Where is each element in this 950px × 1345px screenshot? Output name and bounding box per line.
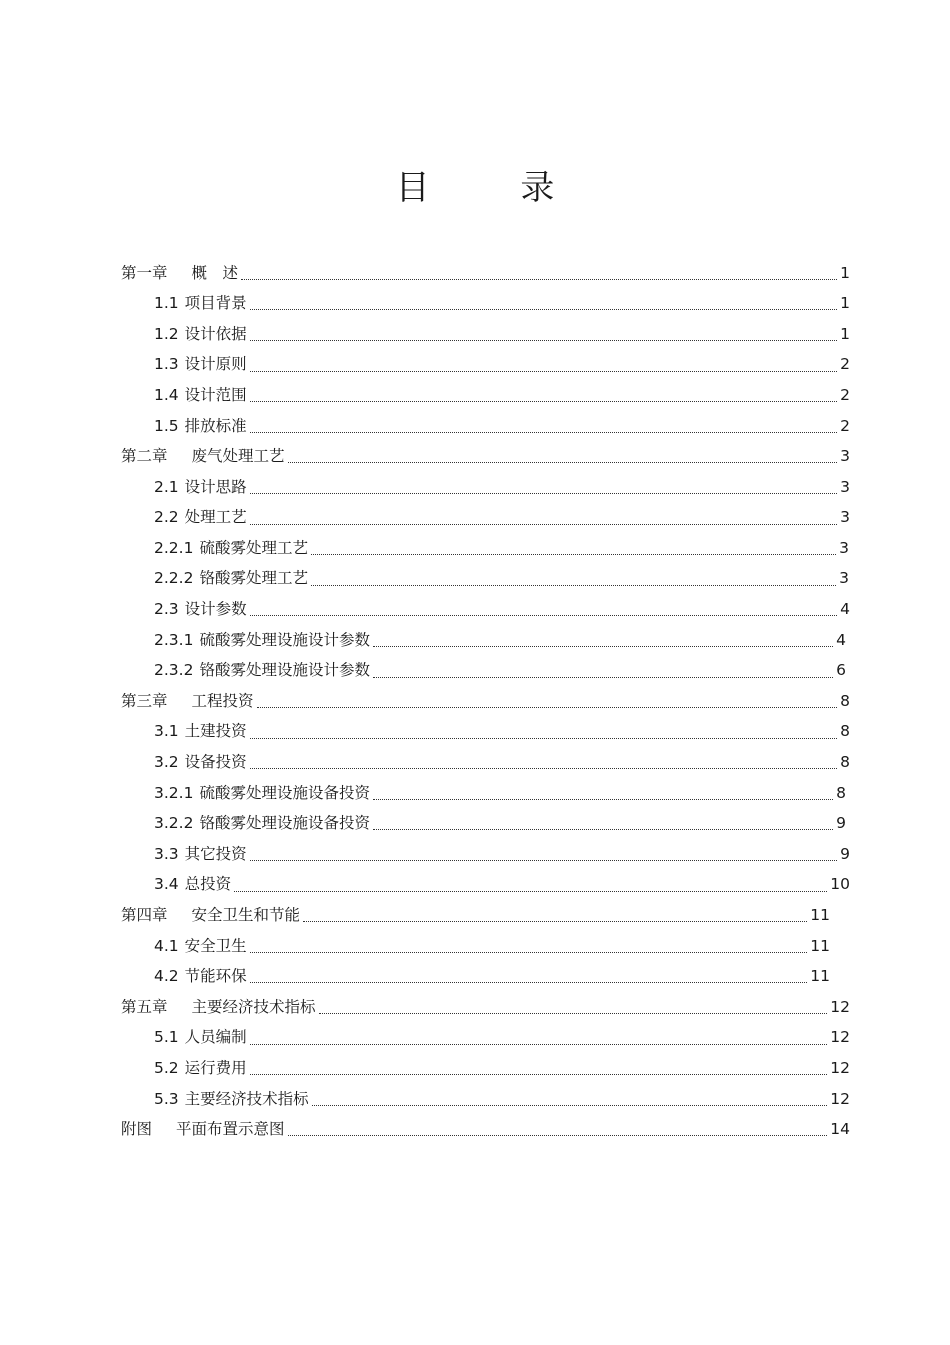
toc-entry-title: 设计原则 (184, 355, 247, 374)
toc-entry-number: 第一章 (121, 263, 168, 282)
toc-entry-number: 3.3 (154, 844, 179, 863)
toc-page-number: 3 (840, 477, 850, 496)
toc-dot-leader (250, 982, 808, 983)
toc-page-number: 8 (840, 722, 850, 741)
toc-entry-label (154, 663, 370, 679)
toc-dot-leader (250, 768, 837, 769)
toc-entry-title: 主要经济技术指标 (184, 1089, 309, 1108)
toc-entry-number: 3.1 (154, 722, 179, 741)
toc-page-number: 1 (840, 263, 850, 282)
toc-entry-number: 1.4 (154, 385, 179, 404)
toc-dot-leader (250, 371, 837, 372)
toc-entry[interactable] (0, 442, 950, 473)
toc-entry-number: 1.3 (154, 355, 179, 374)
toc-entry-label (154, 296, 247, 312)
toc-entry-number: 2.3.2 (154, 661, 194, 680)
toc-page-number: 2 (840, 385, 850, 404)
toc-entry-number: 1.2 (154, 324, 179, 343)
toc-entry-number: 2.2.1 (154, 538, 194, 557)
toc-entry-title: 概 述 (191, 263, 239, 282)
toc-dot-leader (234, 891, 827, 892)
toc-entry-title: 人员编制 (184, 1028, 247, 1047)
toc-entry-label (121, 691, 254, 710)
toc-entry-title: 安全卫生和节能 (191, 906, 301, 925)
toc-entry-title: 项目背景 (184, 294, 247, 313)
toc-dot-leader (241, 279, 837, 280)
toc-dot-leader (250, 493, 837, 494)
toc-page-number: 2 (840, 355, 850, 374)
toc-entry-title: 铬酸雾处理工艺 (199, 569, 308, 588)
toc-page-number: 11 (810, 936, 830, 955)
toc-dot-leader (373, 646, 833, 647)
toc-entry[interactable] (0, 931, 950, 962)
toc-entry-number: 3.2 (154, 753, 179, 772)
toc-page-number: 3 (839, 538, 849, 557)
toc-page-number: 9 (836, 814, 846, 833)
toc-entry[interactable] (0, 380, 950, 411)
toc-dot-leader (250, 738, 837, 739)
toc-dot-leader (250, 1074, 828, 1075)
toc-entry-title: 铬酸雾处理设施设计参数 (199, 661, 370, 680)
toc-entry-title: 运行费用 (184, 1058, 247, 1077)
toc-entry[interactable] (0, 809, 950, 840)
toc-dot-leader (312, 1105, 828, 1106)
toc-page-number: 4 (836, 630, 846, 649)
toc-entry-number: 5.2 (154, 1058, 179, 1077)
toc-entry-title: 平面布置示意图 (176, 1120, 285, 1139)
toc-entry[interactable] (0, 411, 950, 442)
toc-entry[interactable] (0, 992, 950, 1023)
toc-entry[interactable] (0, 472, 950, 503)
toc-entry-label (154, 324, 247, 343)
toc-entry-title: 设备投资 (184, 753, 247, 772)
toc-entry-title: 铬酸雾处理设施设备投资 (199, 814, 370, 833)
toc-entry-label (121, 908, 300, 924)
toc-dot-leader (250, 615, 837, 616)
toc-entry[interactable] (0, 778, 950, 809)
toc-entry-label (121, 263, 239, 282)
toc-dot-leader (250, 524, 837, 525)
toc-page-number: 1 (840, 324, 850, 343)
toc-dot-leader (311, 585, 836, 586)
toc-page-number: 12 (830, 1058, 850, 1077)
toc-entry-label (154, 477, 247, 496)
toc-entry-number: 4.2 (154, 967, 179, 986)
toc-page-number: 4 (840, 600, 850, 619)
toc-dot-leader (250, 432, 837, 433)
toc-entry-label (121, 997, 316, 1016)
toc-entry-label (154, 1058, 247, 1077)
toc-entry-title: 设计思路 (184, 477, 247, 496)
toc-entry-label (154, 571, 308, 587)
toc-entry-label (154, 510, 247, 526)
toc-entry[interactable] (0, 1023, 950, 1054)
toc-dot-leader (288, 1135, 828, 1136)
toc-entry-label (154, 969, 247, 985)
toc-page-number: 11 (810, 906, 830, 925)
toc-entry-title: 安全卫生 (184, 936, 247, 955)
toc-entry[interactable] (0, 748, 950, 779)
toc-entry-number: 2.1 (154, 477, 179, 496)
toc-entry[interactable] (0, 717, 950, 748)
toc-entry[interactable] (0, 900, 950, 931)
toc-entry[interactable] (0, 962, 950, 993)
toc-entry[interactable] (0, 656, 950, 687)
toc-entry-title: 其它投资 (184, 844, 247, 863)
toc-entry-number: 1.1 (154, 294, 179, 313)
toc-entry-number: 2.2.2 (154, 569, 194, 588)
toc-dot-leader (373, 799, 833, 800)
toc-dot-leader (257, 707, 838, 708)
toc-entry-title: 主要经济技术指标 (191, 997, 316, 1016)
toc-entry-number: 4.1 (154, 936, 179, 955)
toc-entry-label (154, 844, 247, 863)
toc-dot-leader (373, 677, 833, 678)
toc-entry-label (154, 755, 247, 771)
toc-entry-number: 3.2.1 (154, 783, 194, 802)
toc-entry-label (154, 724, 247, 740)
toc-entry-number: 第五章 (121, 997, 168, 1016)
toc-entry-label (154, 357, 247, 373)
toc-entry-title: 硫酸雾处理设施设备投资 (199, 783, 370, 802)
toc-entry[interactable] (0, 533, 950, 564)
toc-dot-leader (250, 340, 837, 341)
toc-page-number: 12 (830, 1028, 850, 1047)
toc-dot-leader (311, 554, 836, 555)
toc-entry-label (154, 783, 370, 802)
toc-page-number: 3 (839, 569, 849, 588)
toc-dot-leader (250, 309, 837, 310)
toc-entry-title: 排放标准 (184, 416, 247, 435)
toc-page-number: 9 (840, 844, 850, 863)
toc-entry-title: 工程投资 (191, 691, 254, 710)
toc-page-number: 14 (830, 1120, 850, 1139)
toc-entry[interactable] (0, 350, 950, 381)
toc-page-number: 1 (840, 294, 850, 313)
toc-entry[interactable] (0, 1115, 950, 1146)
toc-entry-title: 设计依据 (184, 324, 247, 343)
toc-dot-leader (288, 462, 838, 463)
toc-entry-label (154, 602, 247, 618)
toc-entry-title: 设计参数 (184, 600, 247, 619)
toc-entry-title: 土建投资 (184, 722, 247, 741)
toc-entry[interactable] (0, 625, 950, 656)
toc-page-number: 3 (840, 508, 850, 527)
toc-entry-title: 总投资 (184, 875, 232, 894)
toc-entry-label (154, 538, 308, 557)
toc-entry-label (154, 936, 247, 955)
toc-entry-label (154, 1030, 247, 1046)
toc-entry-title: 节能环保 (184, 967, 247, 986)
toc-entry-label (154, 1089, 309, 1108)
toc-entry-number: 2.3.1 (154, 630, 194, 649)
toc-entry[interactable] (0, 503, 950, 534)
toc-entry-title: 硫酸雾处理工艺 (199, 538, 308, 557)
toc-dot-leader (303, 921, 807, 922)
toc-entry-number: 第三章 (121, 691, 168, 710)
toc-entry[interactable] (0, 1084, 950, 1115)
toc-page-number: 12 (830, 1089, 850, 1108)
toc-entry-number: 3.2.2 (154, 814, 194, 833)
toc-entry-label (154, 630, 370, 649)
toc-page-number: 2 (840, 416, 850, 435)
toc-entry-number: 第二章 (121, 447, 168, 466)
toc-dot-leader (250, 1044, 828, 1045)
toc-page-number: 8 (840, 691, 850, 710)
toc-entry-number: 5.1 (154, 1028, 179, 1047)
toc-entry-title: 废气处理工艺 (191, 447, 285, 466)
toc-dot-leader (250, 860, 837, 861)
table-of-contents (0, 258, 950, 1145)
toc-entry-label (154, 416, 247, 435)
toc-entry-number: 附图 (121, 1120, 153, 1139)
toc-entry-label (121, 1122, 285, 1138)
toc-entry[interactable] (0, 1053, 950, 1084)
toc-entry-label (121, 449, 285, 465)
toc-page-number: 8 (836, 783, 846, 802)
toc-entry[interactable] (0, 258, 950, 289)
toc-page-number: 8 (840, 753, 850, 772)
toc-dot-leader (250, 952, 808, 953)
toc-entry-title: 硫酸雾处理设施设计参数 (199, 630, 370, 649)
toc-entry-number: 2.2 (154, 508, 179, 527)
toc-page-number: 3 (840, 447, 850, 466)
toc-dot-leader (373, 829, 833, 830)
toc-entry-number: 2.3 (154, 600, 179, 619)
toc-entry[interactable] (0, 289, 950, 320)
toc-entry-title: 处理工艺 (184, 508, 247, 527)
toc-dot-leader (319, 1013, 828, 1014)
toc-entry[interactable] (0, 870, 950, 901)
toc-page-number: 12 (830, 997, 850, 1016)
toc-page-number: 10 (830, 875, 850, 894)
toc-entry[interactable] (0, 595, 950, 626)
toc-entry[interactable] (0, 839, 950, 870)
toc-entry-title: 设计范围 (184, 385, 247, 404)
toc-entry[interactable] (0, 686, 950, 717)
toc-entry-number: 5.3 (154, 1089, 179, 1108)
toc-entry-label (154, 385, 247, 404)
toc-entry-label (154, 877, 231, 893)
page-title: 目 录 (395, 168, 595, 208)
toc-entry[interactable] (0, 319, 950, 350)
toc-page-number: 6 (836, 661, 846, 680)
toc-entry-number: 3.4 (154, 875, 179, 894)
toc-dot-leader (250, 401, 837, 402)
toc-entry-number: 1.5 (154, 416, 179, 435)
toc-page-number: 11 (810, 967, 830, 986)
toc-entry[interactable] (0, 564, 950, 595)
toc-entry-label (154, 816, 370, 832)
toc-entry-number: 第四章 (121, 906, 168, 925)
